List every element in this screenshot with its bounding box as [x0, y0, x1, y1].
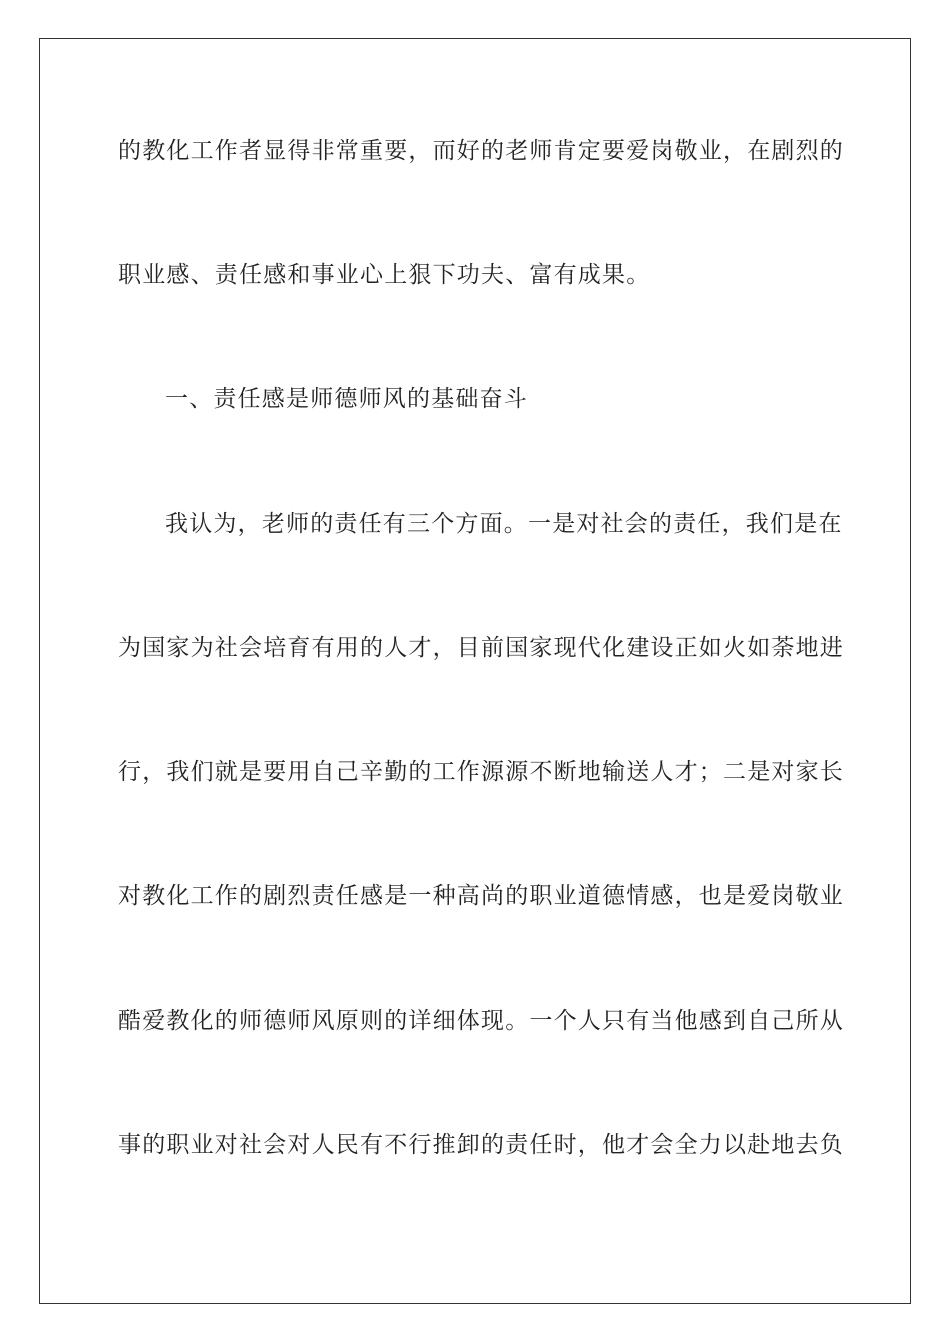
text-line-9: 事的职业对社会对人民有不行推卸的责任时，他才会全力以赴地去负 — [118, 1132, 844, 1158]
text-line-1: 的教化工作者显得非常重要，而好的老师肯定要爱岗敬业，在剧烈的 — [118, 138, 844, 164]
page-border — [39, 38, 911, 1304]
text-line-5: 为国家为社会培育有用的人才，目前国家现代化建设正如火如荼地进 — [118, 635, 844, 661]
text-line-7: 对教化工作的剧烈责任感是一种高尚的职业道德情感，也是爱岗敬业 — [118, 883, 844, 909]
text-line-6: 行，我们就是要用自己辛勤的工作源源不断地输送人才；二是对家长 — [118, 759, 844, 785]
section-heading: 一、责任感是师德师风的基础奋斗 — [165, 386, 528, 412]
text-line-2: 职业感、责任感和事业心上狠下功夫、富有成果。 — [118, 262, 651, 288]
text-line-8: 酷爱教化的师德师风原则的详细体现。一个人只有当他感到自己所从 — [118, 1008, 844, 1034]
text-line-4: 我认为，老师的责任有三个方面。一是对社会的责任，我们是在 — [165, 511, 843, 537]
